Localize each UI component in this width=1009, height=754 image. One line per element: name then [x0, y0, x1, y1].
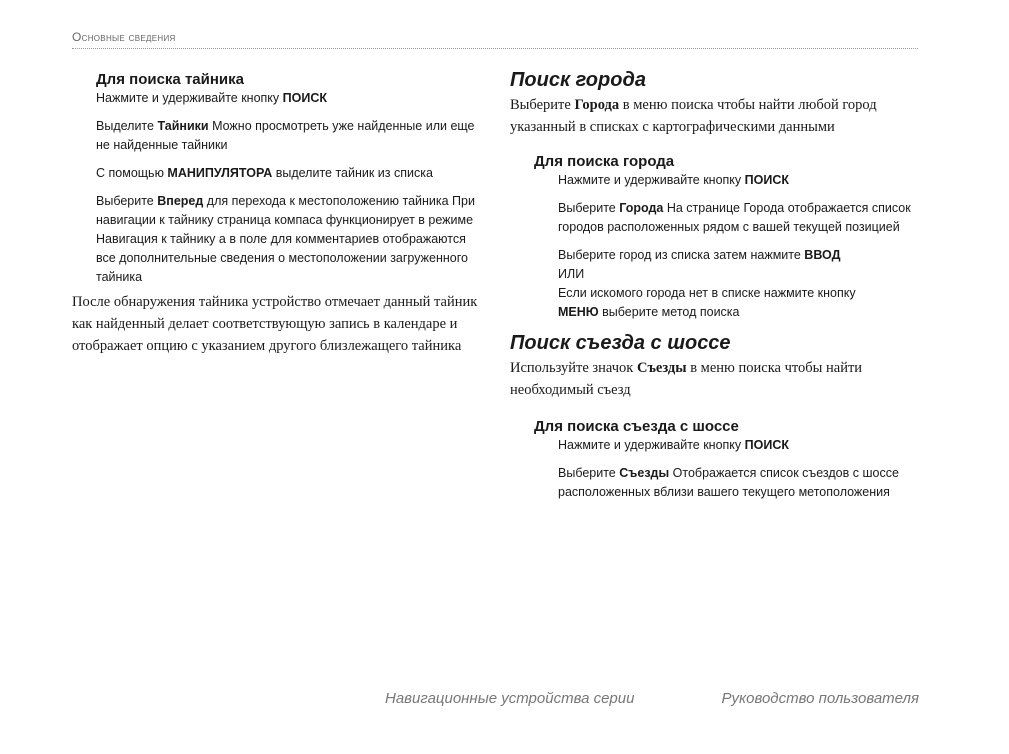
exit-step-2: Выберите Съезды Отображается список съездов с шоссе расположенных вблизи вашего текущего метоположения — [558, 466, 899, 499]
geocache-step-2: Выделите Тайники Можно просмотреть уже найденные или еще не найденные тайники — [96, 119, 475, 152]
geocache-step-3: С помощью МАНИПУЛЯТОРА выделите тайник из списка — [96, 166, 433, 180]
footer-manual: Руководство пользователя — [721, 690, 919, 707]
city-search-intro: Выберите Города в меню поиска чтобы найти любой город указанный в списках с картографическими данными — [510, 97, 877, 135]
exit-heading: Для поиска съезда с шоссе — [534, 418, 739, 435]
exit-step-1: Нажмите и удерживайте кнопку ПОИСК — [558, 438, 789, 452]
exit-search-intro: Используйте значок Съезды в меню поиска чтобы найти необходимый съезд — [510, 360, 863, 398]
geocache-step-4: Выберите Вперед для перехода к местоположению тайника При навигации к тайнику страница компаса функционирует в режиме Навигация к тайнику а в поле для комментариев отображаются все дополнительные сведения о местоположении загруженного тайника — [96, 194, 475, 284]
city-search-block — [510, 152, 920, 171]
city-step-1: Нажмите и удерживайте кнопку ПОИСК — [558, 173, 789, 187]
geocache-search-block — [72, 70, 482, 89]
city-search-title: Поиск города — [510, 69, 646, 91]
exit-search-block — [510, 417, 920, 436]
geocache-step-1: Нажмите и удерживайте кнопку ПОИСК — [96, 91, 327, 105]
geocache-heading: Для поиска тайника — [96, 71, 244, 88]
header-title: Основные сведения — [72, 30, 176, 44]
right-column — [510, 68, 920, 511]
exit-search-title: Поиск съезда с шоссе — [510, 332, 731, 354]
page-footer — [385, 690, 919, 712]
page-header — [72, 30, 918, 49]
footer-series: Навигационные устройства серии — [385, 690, 635, 707]
left-column — [72, 70, 482, 357]
or-label: ИЛИ — [558, 267, 585, 281]
city-heading: Для поиска города — [534, 153, 675, 170]
exit-steps — [510, 436, 920, 502]
geocache-found-paragraph: После обнаружения тайника устройство отмечает данный тайник как найденный делает соответствующую запись в календаре и отображает опцию с указанием другого близлежащего тайника — [72, 294, 478, 354]
city-steps — [510, 171, 920, 322]
geocache-steps — [72, 89, 482, 287]
city-step-2: Выберите Города На странице Города отображается список городов расположенных рядом с вашей текущей позицией — [558, 201, 911, 234]
city-step-3: Выберите город из списка затем нажмите ВВОД ИЛИ Если искомого города нет в списке нажмите кнопку МЕНЮ выберите метод поиска — [558, 248, 856, 319]
